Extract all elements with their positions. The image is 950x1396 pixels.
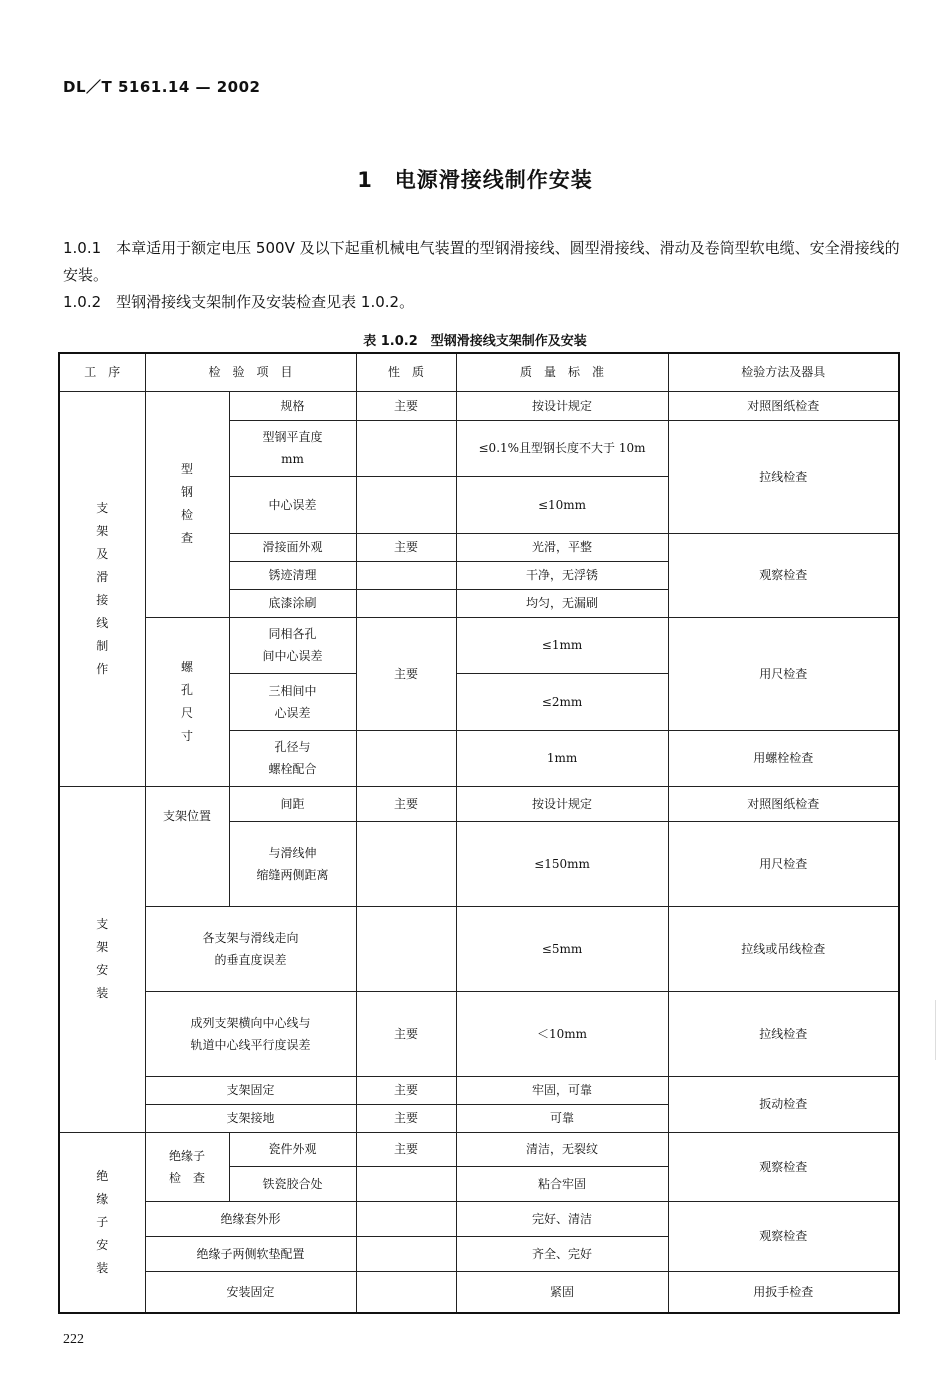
col-header-item: 检 验 项 目 (145, 353, 356, 391)
nature-cell (356, 730, 456, 786)
scan-artifact-line (935, 1000, 936, 1060)
item-cell: 支架固定 (145, 1076, 356, 1104)
method-cell: 拉线或吊线检查 (668, 906, 899, 991)
item-cell: 滑接面外观 (229, 533, 356, 561)
nature-cell (356, 1201, 456, 1236)
method-cell: 用尺检查 (668, 821, 899, 906)
standard-cell: 光滑，平整 (456, 533, 668, 561)
standard-cell: ＜10mm (456, 991, 668, 1076)
nature-cell: 主要 (356, 1132, 456, 1166)
standard-cell: 齐全、完好 (456, 1236, 668, 1271)
nature-cell (356, 420, 456, 476)
item-cell: 型钢平直度 mm (229, 420, 356, 476)
method-cell: 拉线检查 (668, 420, 899, 533)
table-row (59, 391, 899, 420)
method-cell: 观察检查 (668, 533, 899, 617)
nature-cell (356, 1166, 456, 1201)
item-cell: 三相间中 心误差 (229, 673, 356, 730)
nature-cell (356, 821, 456, 906)
item-cell: 中心误差 (229, 476, 356, 533)
process-cell-fabrication: 支 架 及 滑 接 线 制 作 (59, 391, 145, 786)
col-header-standard: 质 量 标 准 (456, 353, 668, 391)
method-cell: 用螺栓检查 (668, 730, 899, 786)
subgroup-steel-check: 型 钢 检 查 (145, 391, 229, 617)
table-row (59, 1076, 899, 1104)
process-cell-insulator-install: 绝 缘 子 安 装 (59, 1132, 145, 1313)
standard-cell: ≤1mm (456, 617, 668, 673)
inspection-table (58, 352, 900, 1314)
item-cell: 与滑线伸 缩缝两侧距离 (229, 821, 356, 906)
nature-cell (356, 589, 456, 617)
table-row (59, 786, 899, 821)
nature-cell: 主要 (356, 533, 456, 561)
item-cell: 安装固定 (145, 1271, 356, 1313)
subgroup-insulator-check: 绝缘子 检 查 (145, 1132, 229, 1201)
table-row (59, 1132, 899, 1166)
item-cell: 绝缘子两侧软垫配置 (145, 1236, 356, 1271)
standard-cell: 清洁，无裂纹 (456, 1132, 668, 1166)
method-cell: 用扳手检查 (668, 1271, 899, 1313)
table-header-row (59, 353, 899, 391)
method-cell: 拉线检查 (668, 991, 899, 1076)
process-cell-bracket-install: 支 架 安 装 (59, 786, 145, 1132)
nature-cell: 主要 (356, 786, 456, 821)
item-cell: 间距 (229, 786, 356, 821)
method-cell: 对照图纸检查 (668, 391, 899, 420)
table-row (59, 617, 899, 673)
nature-cell: 主要 (356, 617, 456, 730)
standard-cell: ≤2mm (456, 673, 668, 730)
standard-cell: 牢固，可靠 (456, 1076, 668, 1104)
table-row (59, 1201, 899, 1236)
subgroup-bolt-hole: 螺 孔 尺 寸 (145, 617, 229, 786)
nature-cell (356, 561, 456, 589)
nature-cell (356, 476, 456, 533)
standard-cell: ≤5mm (456, 906, 668, 991)
nature-cell: 主要 (356, 991, 456, 1076)
chapter-title: 1 电源滑接线制作安装 (357, 168, 593, 192)
standard-cell: 可靠 (456, 1104, 668, 1132)
method-cell: 扳动检查 (668, 1076, 899, 1132)
nature-cell (356, 906, 456, 991)
item-cell: 孔径与 螺栓配合 (229, 730, 356, 786)
standard-cell: ≤0.1%且型钢长度不大于 10m (456, 420, 668, 476)
method-cell: 观察检查 (668, 1201, 899, 1271)
table-caption: 表 1.0.2 型钢滑接线支架制作及安装 (363, 334, 587, 349)
item-cell: 锈迹清理 (229, 561, 356, 589)
standard-cell: 按设计规定 (456, 786, 668, 821)
item-cell: 瓷件外观 (229, 1132, 356, 1166)
nature-cell (356, 1236, 456, 1271)
paragraph-1-0-2: 1.0.2 型钢滑接线支架制作及安装检查见表 1.0.2。 (63, 293, 415, 311)
method-cell: 观察检查 (668, 1132, 899, 1201)
page-number: 222 (63, 1332, 84, 1347)
standard-cell: 完好、清洁 (456, 1201, 668, 1236)
nature-cell: 主要 (356, 1076, 456, 1104)
standard-cell: ≤150mm (456, 821, 668, 906)
standard-cell: 均匀，无漏刷 (456, 589, 668, 617)
col-header-method: 检验方法及器具 (668, 353, 899, 391)
subgroup-bracket-position: 支架位置 (145, 786, 229, 906)
item-cell: 绝缘套外形 (145, 1201, 356, 1236)
standard-cell: ≤10mm (456, 476, 668, 533)
document-code: DL／T 5161.14 — 2002 (63, 78, 261, 96)
item-cell: 支架接地 (145, 1104, 356, 1132)
nature-cell (356, 1271, 456, 1313)
table-row (59, 991, 899, 1076)
paragraph-1-0-1: 1.0.1 本章适用于额定电压 500V 及以下起重机械电气装置的型钢滑接线、圆型滑接线、滑动及卷筒型软电缆、安全滑接线的安装。 (63, 239, 900, 284)
nature-cell: 主要 (356, 391, 456, 420)
standard-cell: 粘合牢固 (456, 1166, 668, 1201)
table-row (59, 906, 899, 991)
table-row (59, 1271, 899, 1313)
item-cell: 各支架与滑线走向 的垂直度误差 (145, 906, 356, 991)
item-cell: 成列支架横向中心线与 轨道中心线平行度误差 (145, 991, 356, 1076)
item-cell: 同相各孔 间中心误差 (229, 617, 356, 673)
item-cell: 底漆涂刷 (229, 589, 356, 617)
item-cell: 铁瓷胶合处 (229, 1166, 356, 1201)
standard-cell: 按设计规定 (456, 391, 668, 420)
standard-cell: 1mm (456, 730, 668, 786)
method-cell: 用尺检查 (668, 617, 899, 730)
standard-cell: 紧固 (456, 1271, 668, 1313)
nature-cell: 主要 (356, 1104, 456, 1132)
method-cell: 对照图纸检查 (668, 786, 899, 821)
standard-cell: 干净，无浮锈 (456, 561, 668, 589)
col-header-process: 工 序 (59, 353, 145, 391)
col-header-nature: 性 质 (356, 353, 456, 391)
item-cell: 规格 (229, 391, 356, 420)
